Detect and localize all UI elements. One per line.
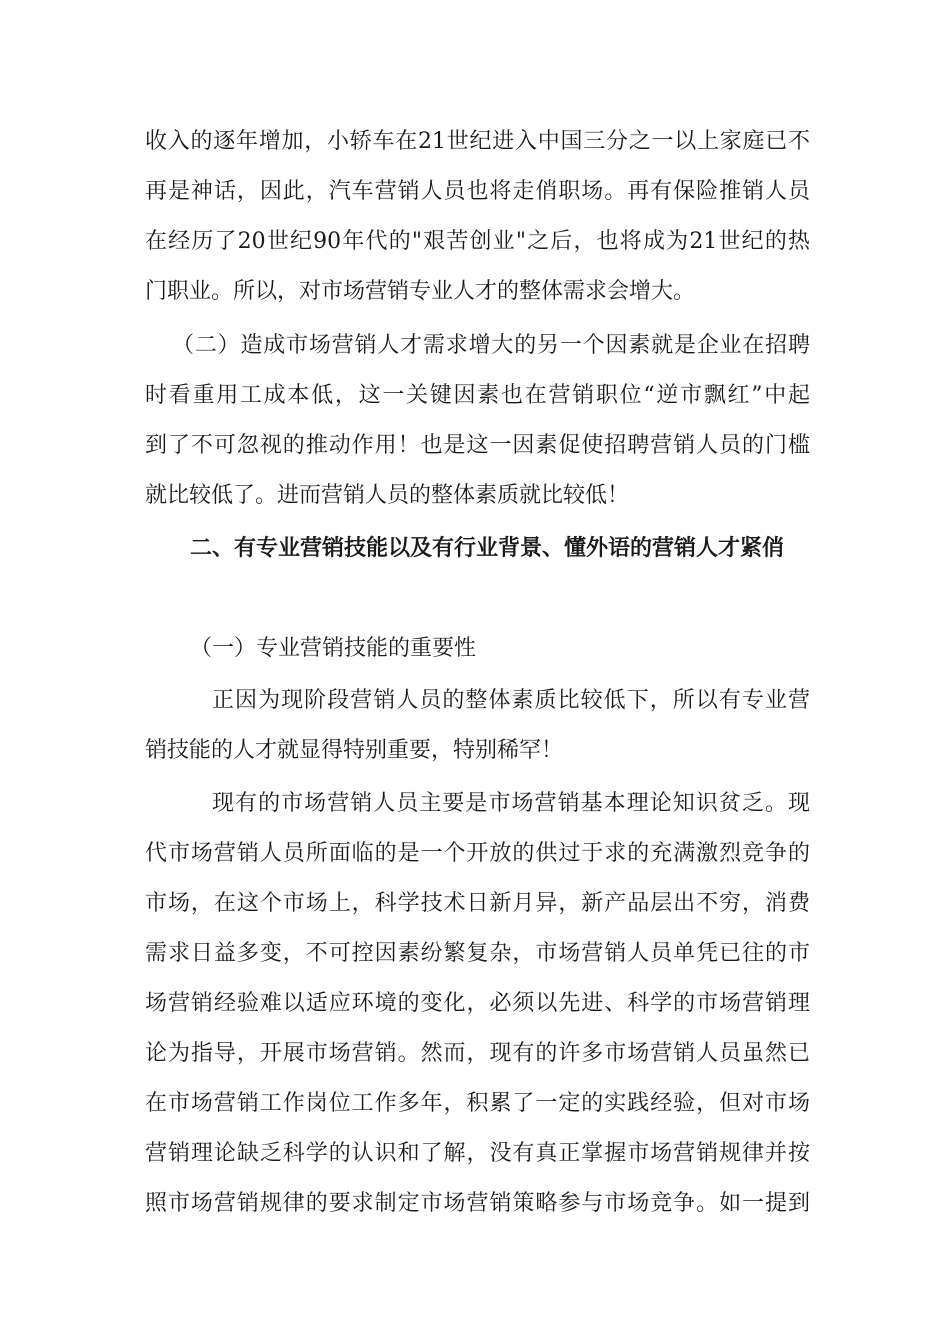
paragraph-line: 门职业。所以，对市场营销专业人才的整体需求会增大。 (145, 279, 696, 304)
paragraph-line: 营销理论缺乏科学的认识和了解，没有真正掌握市场营销规律并按 (145, 1141, 810, 1166)
paragraph-line: 场营销经验难以适应环境的变化，必须以先进、科学的市场营销理 (145, 991, 810, 1016)
paragraph-line: 时看重用工成本低，这一关键因素也在营销职位“逆市飘红”中起 (145, 383, 810, 408)
paragraph-line: 代市场营销人员所面临的是一个开放的供过于求的充满激烈竞争的 (145, 841, 810, 866)
paragraph-line: 到了不可忽视的推动作用！也是这一因素促使招聘营销人员的门槛 (145, 433, 810, 458)
paragraph-line: 需求日益多变，不可控因素纷繁复杂，市场营销人员单凭已往的市 (145, 941, 810, 966)
paragraph-line: 在市场营销工作岗位工作多年，积累了一定的实践经验，但对市场 (145, 1091, 810, 1116)
paragraph-line: 市场，在这个市场上，科学技术日新月异，新产品层出不穷，消费 (145, 891, 810, 916)
paragraph-line: 收入的逐年增加，小轿车在21世纪进入中国三分之一以上家庭已不 (145, 129, 810, 154)
section-heading: 二、有专业营销技能以及有行业背景、懂外语的营销人才紧俏 (190, 536, 785, 561)
paragraph-line: 在经历了20世纪90年代的"艰苦创业"之后，也将成为21世纪的热 (145, 229, 810, 254)
paragraph-line: （二）造成市场营销人才需求增大的另一个因素就是企业在招聘 (172, 333, 810, 358)
subsection-heading: （一）专业营销技能的重要性 (190, 636, 477, 661)
paragraph-line: 再是神话，因此，汽车营销人员也将走俏职场。再有保险推销人员 (145, 179, 810, 204)
paragraph-line: 就比较低了。进而营销人员的整体素质就比较低！ (145, 483, 630, 508)
paragraph-line: 销技能的人才就显得特别重要，特别稀罕！ (145, 738, 564, 763)
paragraph-line: 现有的市场营销人员主要是市场营销基本理论知识贫乏。现 (212, 791, 810, 816)
paragraph-line: 论为指导，开展市场营销。然而，现有的许多市场营销人员虽然已 (145, 1041, 810, 1066)
paragraph-line: 正因为现阶段营销人员的整体素质比较低下，所以有专业营 (212, 688, 810, 713)
paragraph-line: 照市场营销规律的要求制定市场营销策略参与市场竞争。如一提到 (145, 1191, 810, 1216)
